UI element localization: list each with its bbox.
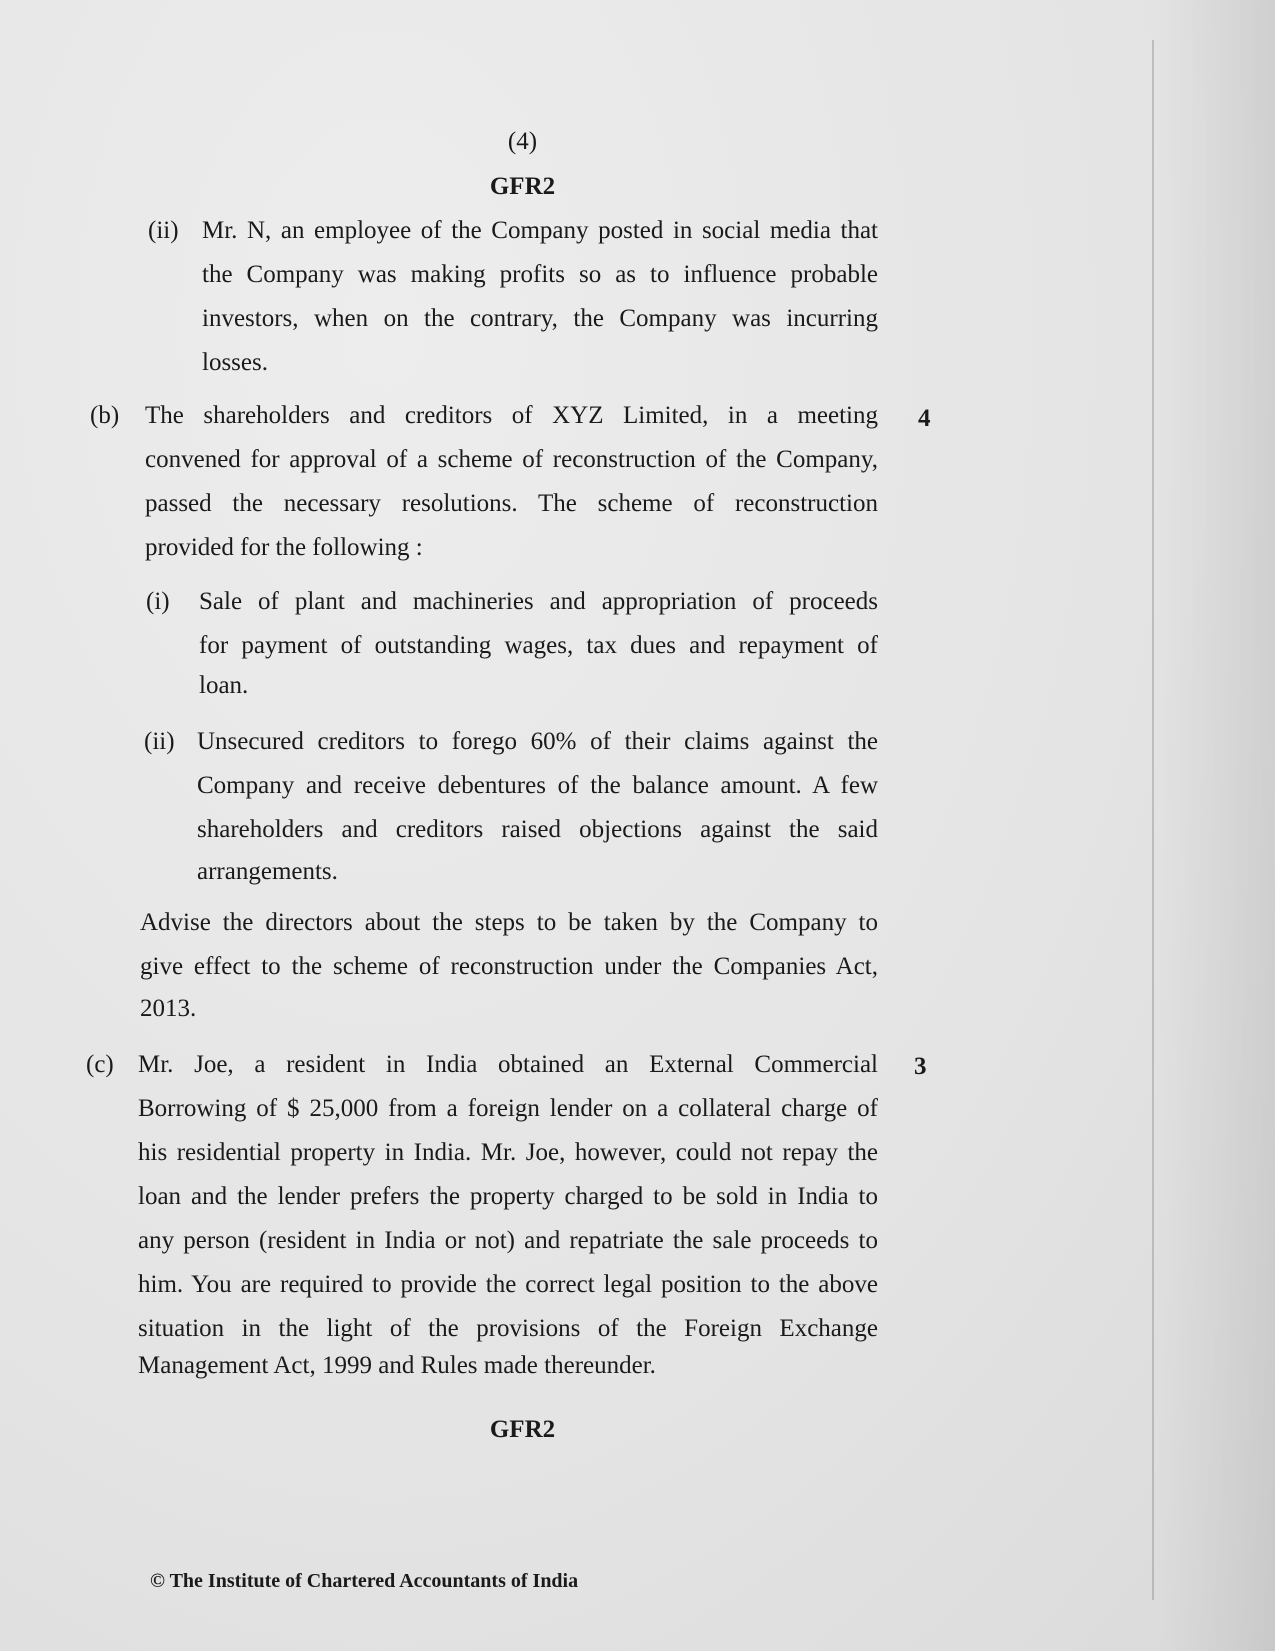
question-b-advice-line-1: Advise the directors about the steps to be taken by the Company to xyxy=(140,909,878,936)
question-b-line-1: The shareholders and creditors of XYZ Limited, in a meeting xyxy=(145,402,878,429)
question-c-line-3: his residential property in India. Mr. Joe, however, could not repay the xyxy=(138,1139,878,1166)
item-a-ii-line-2: the Company was making profits so as to influence probable xyxy=(202,261,878,288)
question-c-marks: 3 xyxy=(914,1053,927,1080)
question-b-i-last-line: loan. xyxy=(199,672,249,699)
question-b-i-line-1: Sale of plant and machineries and appropriation of proceeds xyxy=(199,588,878,615)
page-fold-line xyxy=(1152,40,1154,1600)
copyright-footer: © The Institute of Chartered Accountants of India xyxy=(150,1570,579,1592)
question-b-ii-line-1: Unsecured creditors to forego 60% of their claims against the xyxy=(197,728,878,755)
page-number: (4) xyxy=(507,128,538,155)
paper-code-footer: GFR2 xyxy=(489,1416,556,1443)
question-b-i-line-2: for payment of outstanding wages, tax dues and repayment of xyxy=(199,632,878,659)
question-b-advice-last-line: 2013. xyxy=(140,995,197,1022)
question-b-line-2: convened for approval of a scheme of reconstruction of the Company, xyxy=(145,446,878,473)
page-edge-shadow xyxy=(1155,0,1275,1651)
question-b-i-label: (i) xyxy=(146,588,170,615)
question-c-line-1: Mr. Joe, a resident in India obtained an External Commercial xyxy=(138,1051,878,1078)
item-a-ii-text xyxy=(202,209,878,341)
paper-code-header: GFR2 xyxy=(489,173,556,200)
question-b-label: (b) xyxy=(90,402,120,429)
question-b-ii-label: (ii) xyxy=(144,728,175,755)
question-b-ii-line-2: Company and receive debentures of the balance amount. A few xyxy=(197,772,878,799)
question-c-line-5: any person (resident in India or not) and repatriate the sale proceeds to xyxy=(138,1227,878,1254)
question-c-text xyxy=(138,1043,878,1351)
question-b-advice-line-2: give effect to the scheme of reconstruction under the Companies Act, xyxy=(140,953,878,980)
item-a-ii-label: (ii) xyxy=(148,217,179,244)
question-c-line-4: loan and the lender prefers the property charged to be sold in India to xyxy=(138,1183,878,1210)
item-a-ii-line-3: investors, when on the contrary, the Company was incurring xyxy=(202,305,878,332)
question-c-line-2: Borrowing of $ 25,000 from a foreign lender on a collateral charge of xyxy=(138,1095,878,1122)
question-c-line-6: him. You are required to provide the correct legal position to the above xyxy=(138,1271,878,1298)
question-b-line-3: passed the necessary resolutions. The scheme of reconstruction xyxy=(145,490,878,517)
item-a-ii-last-line: losses. xyxy=(202,349,268,376)
question-c-last-line: Management Act, 1999 and Rules made thereunder. xyxy=(138,1352,656,1379)
question-b-text xyxy=(145,394,878,526)
item-a-ii-line-1: Mr. N, an employee of the Company posted in social media that xyxy=(202,217,878,244)
question-b-ii-last-line: arrangements. xyxy=(197,858,338,885)
question-b-last-line: provided for the following : xyxy=(145,534,423,561)
question-b-ii-text xyxy=(197,720,878,852)
question-b-i-text xyxy=(199,580,878,668)
question-c-label: (c) xyxy=(86,1051,114,1078)
question-b-marks: 4 xyxy=(918,405,931,432)
question-c-line-7: situation in the light of the provisions of the Foreign Exchange xyxy=(138,1315,878,1342)
question-b-ii-line-3: shareholders and creditors raised objections against the said xyxy=(197,816,878,843)
question-b-advice xyxy=(140,901,878,989)
